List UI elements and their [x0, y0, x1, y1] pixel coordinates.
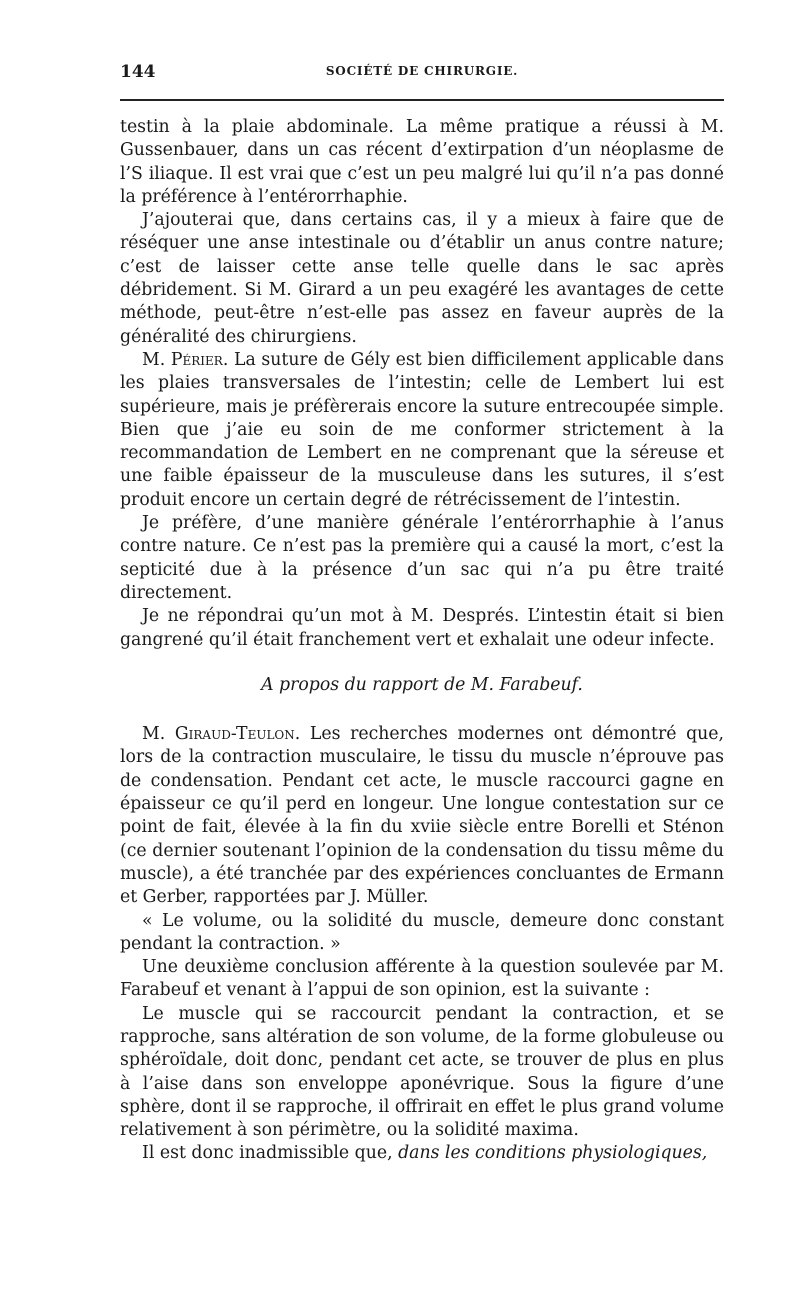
page-header	[120, 62, 724, 88]
paragraph-5: Je ne répondrai qu’un mot à M. Després. L’intestin était si bien gangrené qu’il était franchement vert et exhalait une odeur infecte.	[120, 606, 724, 650]
paragraph-3-text: La suture de Gély est bien difficilement applicable dans les plaies transversales de l’intestin; celle de Lembert lui est supérieure, mais je préfèrerais encore la suture entrecoupée simple. Bien que j’aie eu soin de me conformer strictement à la recommandation de Lembert en ne comprenant que la séreuse et une faible épaisseur de la musculeuse dans les sutures, il s’est produit encore un certain degré de rétrécissement de l’intestin.	[120, 349, 724, 510]
paragraph-10	[120, 1142, 724, 1165]
paragraph-6	[120, 723, 724, 909]
paragraph-7: « Le volume, ou la solidité du muscle, demeure donc constant pendant la contraction. »	[120, 910, 724, 954]
running-title: SOCIÉTÉ DE CHIRURGIE.	[325, 64, 519, 78]
section-heading: A propos du rapport de M. Farabeuf.	[261, 674, 583, 695]
header-rule	[120, 99, 724, 101]
speaker-perier: M. Périer.	[142, 349, 229, 370]
paragraph-2: J’ajouterai que, dans certains cas, il y a mieux à faire que de réséquer une anse intestinale ou d’établir un anus contre nature; c’est de laisser cette anse telle quelle dans le sac après débridement. Si M. Girard a un peu exagéré les avantages de cette méthode, peut-être n’est-elle pas assez en faveur auprès de la généralité des chirurgiens.	[120, 210, 724, 347]
speaker-giraud-teulon: M. Giraud-Teulon.	[142, 724, 301, 745]
paragraph-10-text: Il est donc inadmissible que,	[142, 1143, 399, 1164]
paragraph-9: Le muscle qui se raccourcit pendant la contraction, et se rapproche, sans altération de son volume, de la forme globuleuse ou sphéroïdale, doit donc, pendant cet acte, se trouver de plus en plus à l’aise dans son enveloppe aponévrique. Sous la figure d’une sphère, dont il se rapproche, il offrirait en effet le plus grand volume relativement à son périmètre, ou la solidité maxima.	[120, 1003, 724, 1141]
paragraph-6-text: Les recherches modernes ont démontré que, lors de la contraction musculaire, le tissu du muscle n’éprouve pas de condensation. Pendant cet acte, le muscle raccourci gagne en épaisseur ce qu’il perd en longeur. Une longue contestation sur ce point de fait, élevée à la fin du xviie siècle entre Borelli et Sténon (ce dernier soutenant l’opinion de la condensation du tissu même du muscle), a été tranchée par des expériences concluantes de Ermann et Gerber, rapportées par J. Müller.	[120, 724, 724, 908]
paragraph-4: Je préfère, d’une manière générale l’entérorrhaphie à l’anus contre nature. Ce n’est pas la première qui a causé la mort, c’est la septicité due à la présence d’un sac qui n’a pu être traité directement.	[120, 513, 724, 603]
page-number: 144	[120, 62, 156, 82]
paragraph-3	[120, 349, 724, 512]
paragraph-10-italic: dans les conditions physiologiques,	[398, 1143, 708, 1164]
body-text	[120, 116, 724, 1166]
paragraph-8: Une deuxième conclusion afférente à la question soulevée par M. Farabeuf et venant à l’appui de son opinion, est la suivante :	[120, 957, 724, 1001]
paragraph-1: testin à la plaie abdominale. La même pratique a réussi à M. Gussenbauer, dans un cas récent d’extirpation d’un néoplasme de l’S iliaque. Il est vrai que c’est un peu malgré lui qu’il n’a pas donné la préférence à l’entérorrhaphie.	[120, 117, 724, 207]
